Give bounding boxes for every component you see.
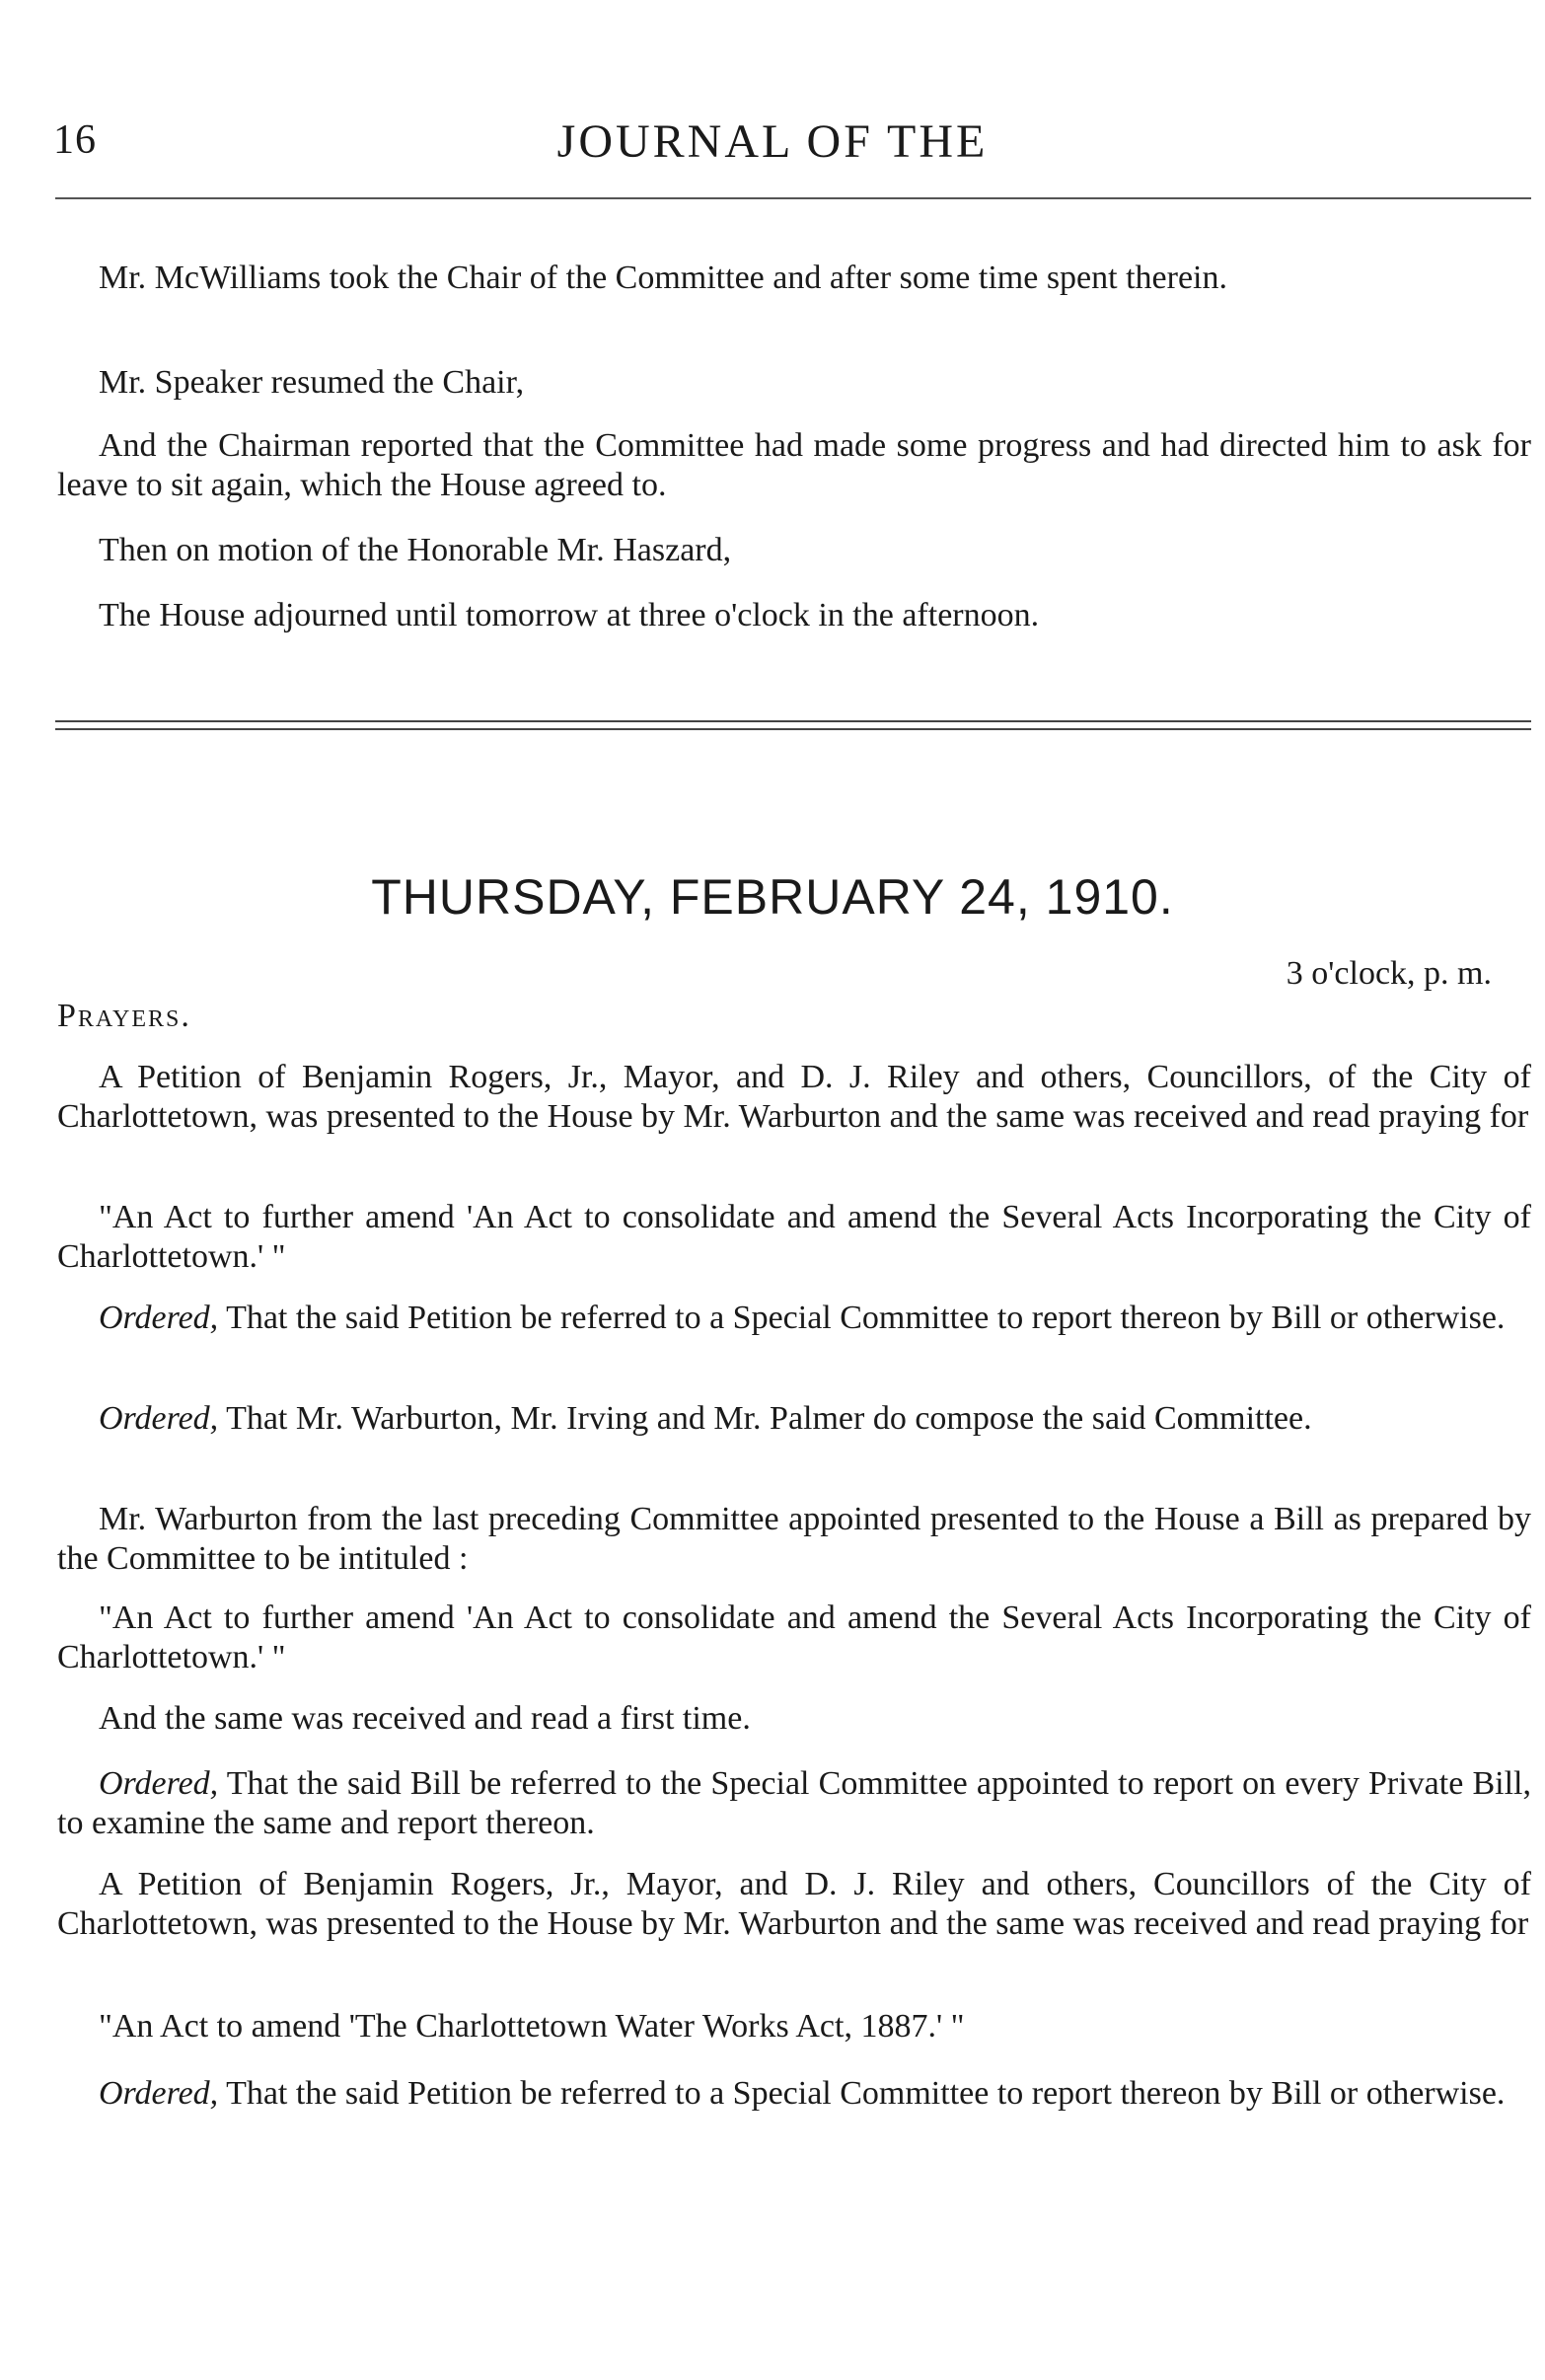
paragraph-8-lead: Ordered, <box>99 1765 219 1802</box>
paragraph-8-text: That the said Bill be referred to the Special Committee appointed to report on every Private Bill, to examine the same and report thereon. <box>57 1765 1531 1841</box>
session-divider <box>55 720 1531 730</box>
paragraph-11-text: That the said Petition be referred to a Special Committee to report thereon by Bill or otherwise. <box>218 2075 1506 2112</box>
paragraph-8 <box>57 1764 1531 1843</box>
prayers-label: Prayers. <box>57 998 191 1034</box>
paragraph-4 <box>57 1399 1531 1439</box>
session-time: 3 o'clock, p. m. <box>1286 955 1492 992</box>
paragraph-1 <box>57 1058 1531 1137</box>
paragraph-9 <box>57 1865 1531 1944</box>
paragraph-2 <box>57 1198 1531 1277</box>
paragraph-5 <box>57 1500 1531 1579</box>
paragraph-11-lead: Ordered, <box>99 2075 219 2112</box>
prev-paragraph-3: And the Chairman reported that the Committee had made some progress and had directed him to ask for leave to sit again, which the House agreed to. <box>57 427 1531 503</box>
prev-paragraph-5: The House adjourned until tomorrow at three o'clock in the afternoon. <box>99 597 1040 633</box>
running-title: JOURNAL OF THE <box>556 115 989 168</box>
paragraph-10-text: "An Act to amend 'The Charlottetown Water Works Act, 1887.' " <box>99 2008 965 2045</box>
prev-paragraph-1: Mr. McWilliams took the Chair of the Committee and after some time spent therein. <box>99 260 1227 296</box>
paragraph-2-text: "An Act to further amend 'An Act to consolidate and amend the Several Acts Incorporating the City of Charlottetown.' " <box>57 1199 1531 1275</box>
paragraph-4-lead: Ordered, <box>99 1400 219 1437</box>
paragraph-6-text: "An Act to further amend 'An Act to consolidate and amend the Several Acts Incorporating the City of Charlottetown.' " <box>57 1599 1531 1675</box>
paragraph-5-text: Mr. Warburton from the last preceding Committee appointed presented to the House a Bill as prepared by the Committee to be intituled : <box>57 1501 1531 1577</box>
paragraph-1-text: A Petition of Benjamin Rogers, Jr., Mayor, and D. J. Riley and others, Councillors, of the City of Charlottetown, was presented to the House by Mr. Warburton and the same was received and read praying for <box>57 1059 1531 1135</box>
paragraph-3 <box>57 1299 1531 1338</box>
page-number: 16 <box>53 117 97 163</box>
paragraph-4-text: That Mr. Warburton, Mr. Irving and Mr. Palmer do compose the said Committee. <box>218 1400 1312 1437</box>
paragraph-11 <box>57 2074 1531 2114</box>
paragraph-3-text: That the said Petition be referred to a Special Committee to report thereon by Bill or otherwise. <box>218 1300 1506 1336</box>
prev-paragraph-2: Mr. Speaker resumed the Chair, <box>99 364 525 401</box>
paragraph-7 <box>57 1699 1531 1739</box>
paragraph-6 <box>57 1599 1531 1677</box>
header-rule <box>55 197 1531 199</box>
paragraph-9-text: A Petition of Benjamin Rogers, Jr., Mayor, and D. J. Riley and others, Councillors of the City of Charlottetown, was presented to the House by Mr. Warburton and the same was received and read praying for <box>57 1866 1531 1942</box>
prev-paragraph-4: Then on motion of the Honorable Mr. Haszard, <box>99 532 732 568</box>
paragraph-3-lead: Ordered, <box>99 1300 219 1336</box>
paragraph-10 <box>57 2007 1531 2046</box>
session-date: THURSDAY, FEBRUARY 24, 1910. <box>371 869 1174 925</box>
paragraph-7-text: And the same was received and read a first time. <box>99 1700 751 1737</box>
